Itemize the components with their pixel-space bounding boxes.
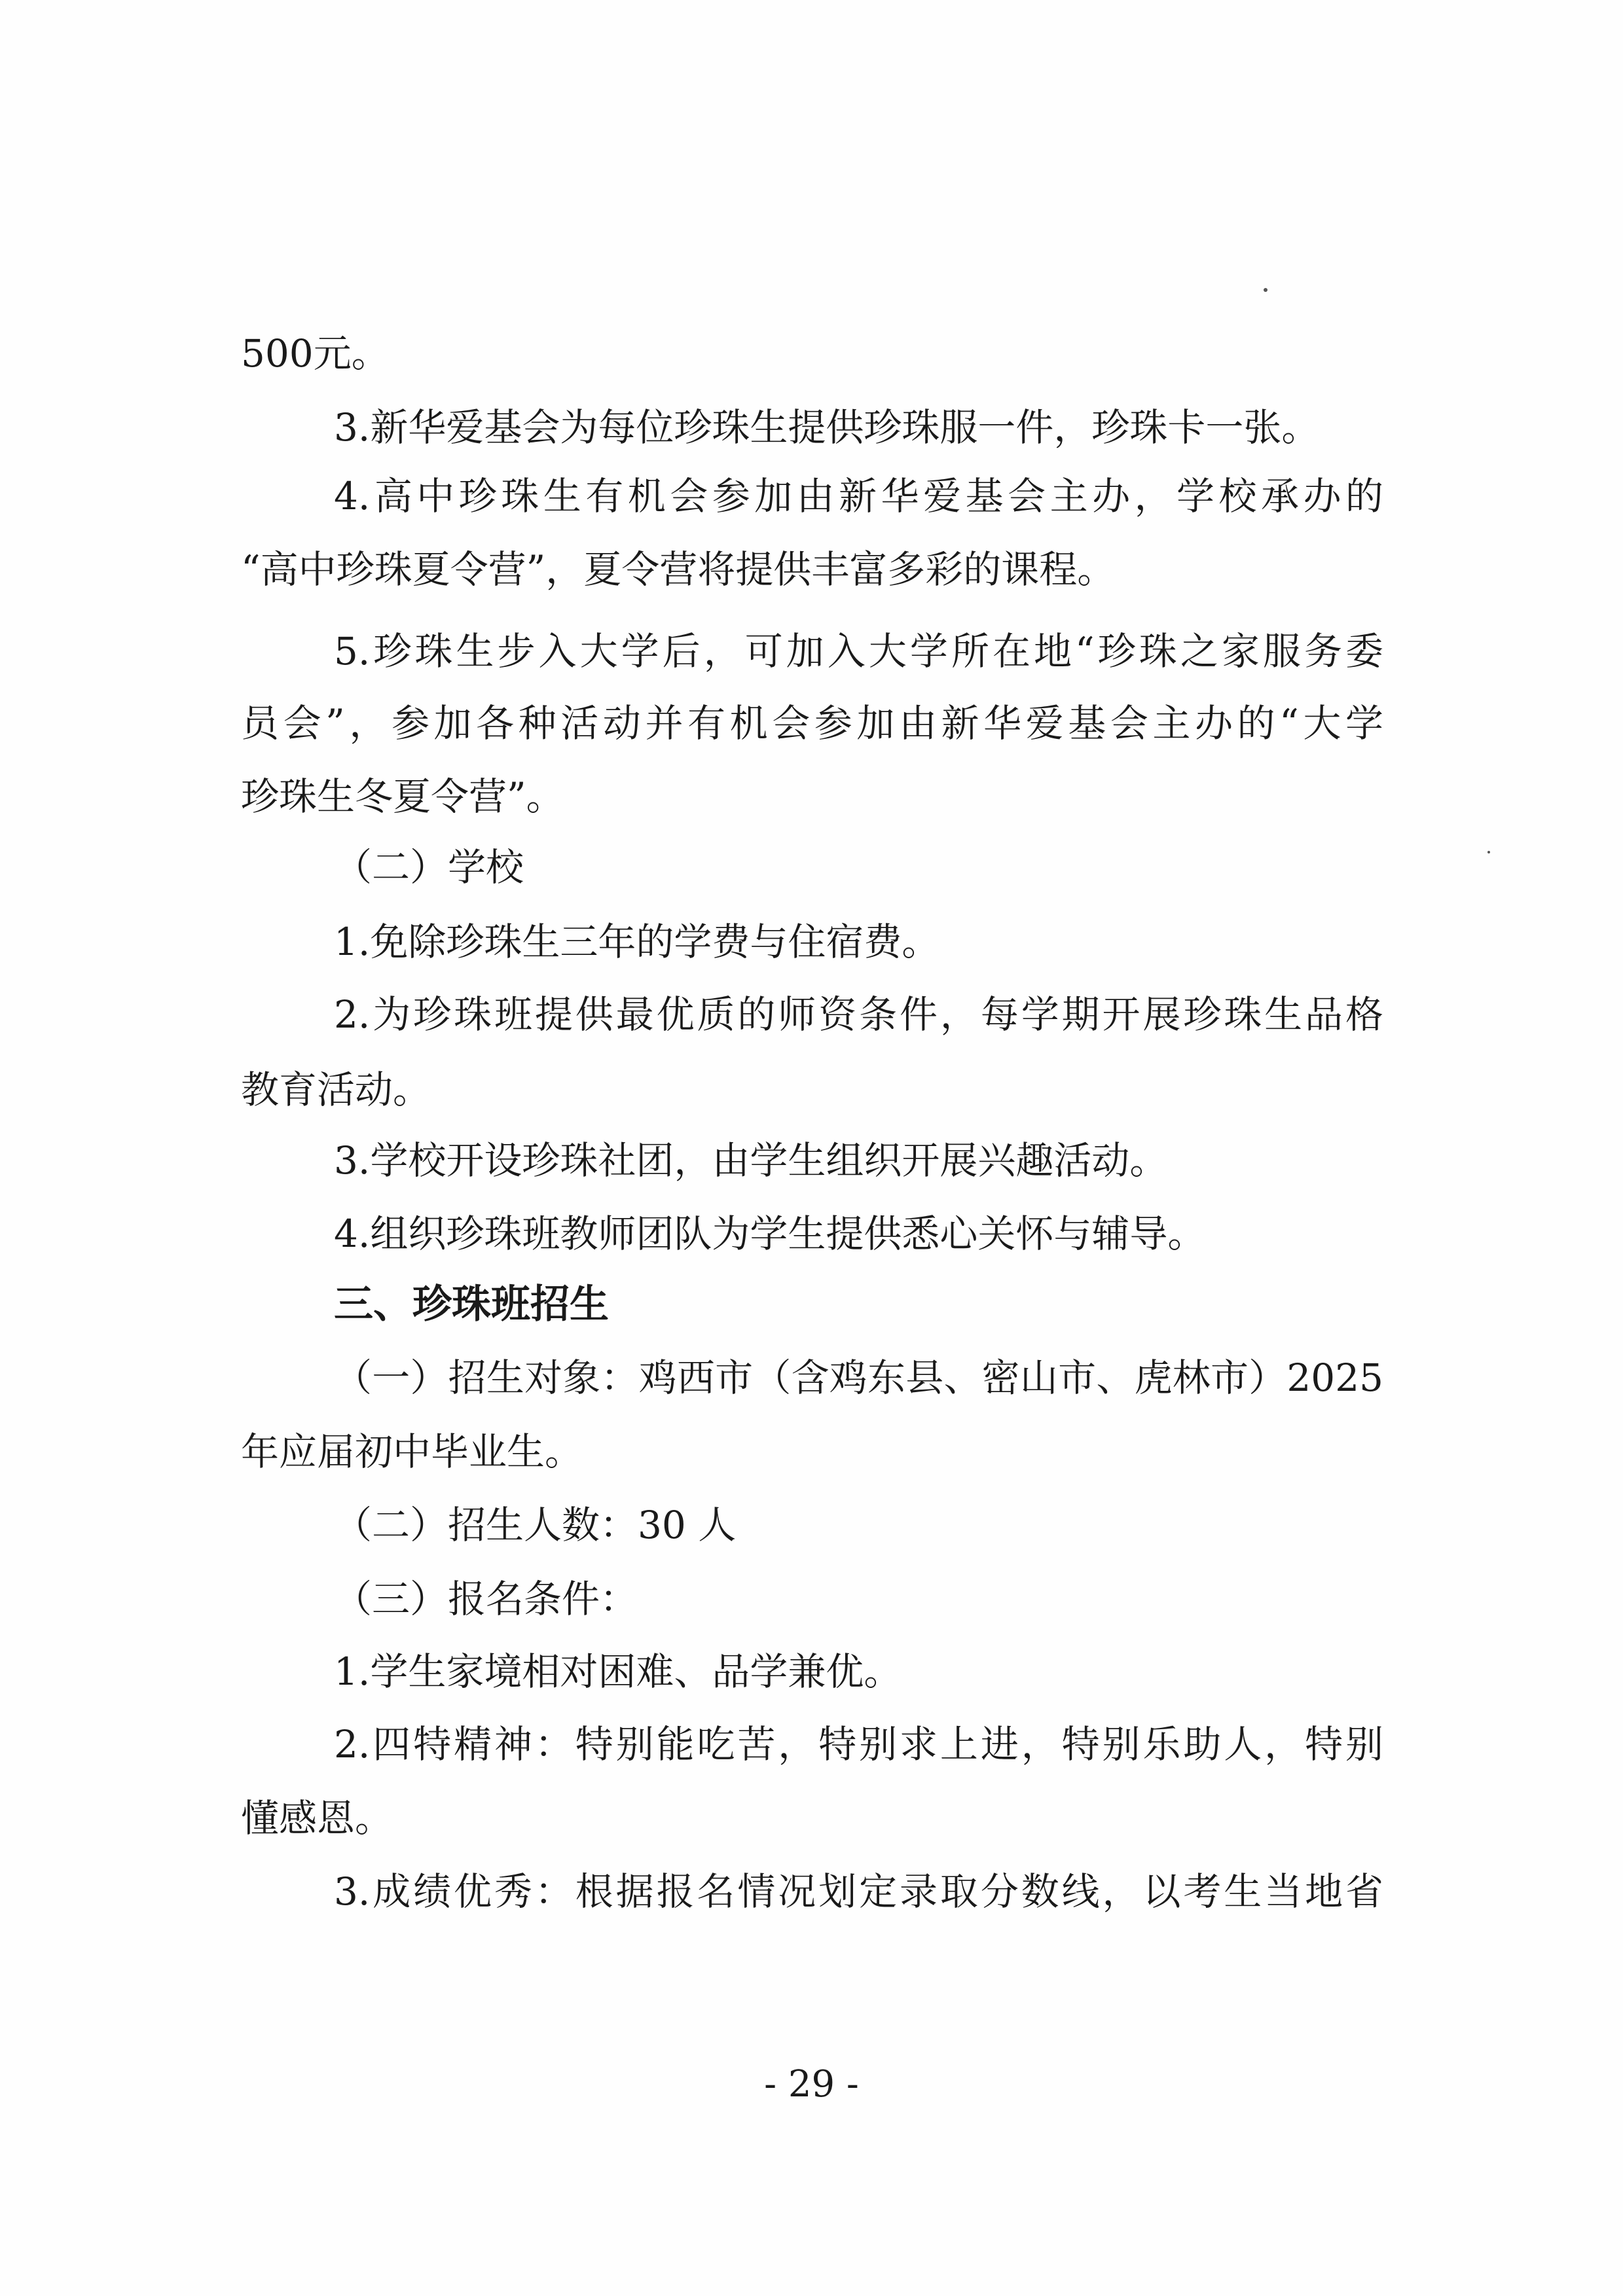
text-line: 1.免除珍珠生三年的学费与住宿费。 <box>334 920 940 964</box>
text-line: （一）招生对象：鸡西市（含鸡东县、密山市、虎林市）2025 <box>334 1355 1383 1400</box>
text-line: （二）招生人数：30 人 <box>334 1503 737 1547</box>
text-line: 2.四特精神：特别能吃苦，特别求上进，特别乐助人，特别 <box>334 1722 1383 1767</box>
text-line: “高中珍珠夏令营”，夏令营将提供丰富多彩的课程。 <box>241 547 1116 592</box>
text-line: 珍珠生冬夏令营”。 <box>241 774 564 819</box>
text-line: 2.为珍珠班提供最优质的师资条件，每学期开展珍珠生品格 <box>334 992 1383 1037</box>
text-line: 3.成绩优秀：根据报名情况划定录取分数线，以考生当地省 <box>334 1869 1383 1914</box>
text-line: 员会”，参加各种活动并有机会参加由新华爱基会主办的“大学 <box>241 701 1383 745</box>
section-subheading: （三）报名条件： <box>334 1577 638 1621</box>
text-line: 4.高中珍珠生有机会参加由新华爱基会主办，学校承办的 <box>334 474 1383 518</box>
text-line: 1.学生家境相对困难、品学兼优。 <box>334 1649 902 1694</box>
text-line: 教育活动。 <box>241 1067 431 1112</box>
text-line: 5.珍珠生步入大学后，可加入大学所在地“珍珠之家服务委 <box>334 629 1383 673</box>
section-heading: 三、珍珠班招生 <box>334 1282 609 1327</box>
scan-speck <box>1487 851 1490 853</box>
page-number: - 29 - <box>764 2063 859 2106</box>
text-line: 3.新华爱基会为每位珍珠生提供珍珠服一件，珍珠卡一张。 <box>334 405 1320 450</box>
text-line: 懂感恩。 <box>241 1796 393 1840</box>
text-line: 500元。 <box>241 331 390 376</box>
section-subheading: （二）学校 <box>334 845 524 889</box>
scan-speck <box>1264 288 1267 292</box>
text-line: 4.组织珍珠班教师团队为学生提供悉心关怀与辅导。 <box>334 1211 1206 1256</box>
text-line: 3.学校开设珍珠社团，由学生组织开展兴趣活动。 <box>334 1138 1168 1183</box>
text-line: 年应届初中毕业生。 <box>241 1429 583 1474</box>
